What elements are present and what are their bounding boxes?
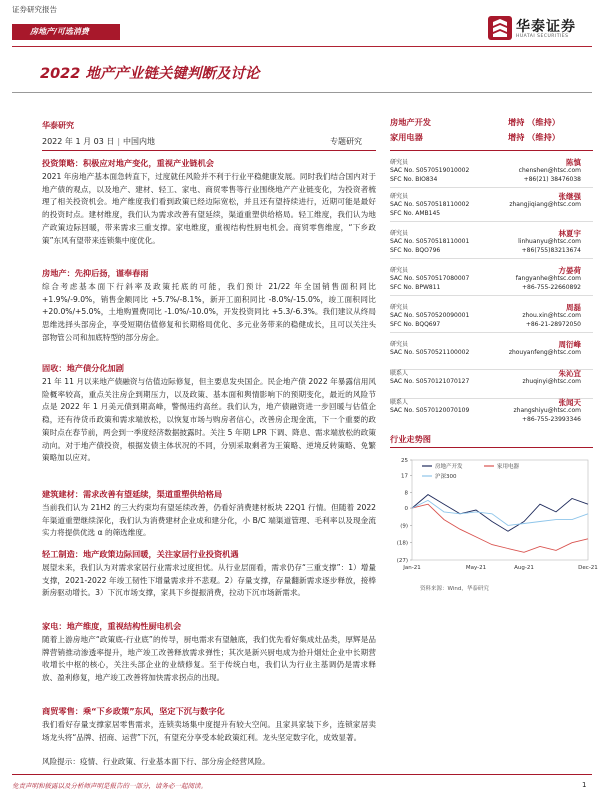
analyst-email[interactable]: chenshen@htsc.com: [518, 167, 581, 174]
analyst-name: 周磊: [566, 303, 581, 312]
report-title: 2022 地产产业链关键判断及讨论: [40, 66, 260, 82]
analyst-name: 张闻天: [558, 398, 581, 407]
analyst-name: 林夏宇: [558, 229, 581, 238]
analyst-divider: [390, 187, 593, 188]
analyst-sac: SAC No. S0570120070109: [390, 407, 470, 414]
x-tick-label: Jan-21: [403, 565, 421, 571]
analyst-sac: SAC No. S0570517080007: [390, 275, 470, 282]
section-body-fixed-income: 21 年 11 月以来地产债融资与估值边际修复，但主要息发央国企。民企地产债 2022 年暴露信用风险概率较高，重点关注房企到期压力，以及政策、基本面和舆情影响下的预期变化，最近的风险节点是 2022 年 1 月美元债到期高峰，警惕违约高丝。我们认为，地产债融资进一步回暖与估值企稳，还有待货币政策和需求端放松，以恢复市场与购房者信心，改善房企现金流，下一个重要的政策时点在春节前，两会到一季度经济数据披露时。关注 5 年期 LPR 下调、降息、需求端放松的政策动向。对于地产债投资，根据发债主体状况的不同，分别采取剩者为王策略、逆境反转策略、免繁策略加以应对。: [42, 377, 376, 463]
series-line-2: [412, 500, 588, 525]
analyst-phone: +86(21) 38476038: [523, 176, 581, 183]
analyst-sfc: SFC No. BQO796: [390, 247, 441, 254]
rating-value: 增持 （维持）: [508, 117, 560, 127]
chart-source: 资料来源：Wind，华泰研究: [420, 586, 489, 592]
analyst-sac: SAC No. S0570520090001: [390, 312, 470, 319]
analyst-sfc: SFC No. BQQ697: [390, 321, 441, 328]
ratings-box: [390, 117, 593, 147]
analyst-role: 联系人: [390, 370, 409, 377]
logo-mark-icon: [488, 16, 512, 40]
y-tick-label: (27): [396, 558, 408, 564]
analyst-phone: +86(755)83213674: [521, 247, 581, 254]
y-tick-label: 8: [404, 490, 408, 497]
y-tick-label: (18): [396, 540, 408, 547]
analyst-divider: [390, 258, 593, 259]
report-type-label: 证券研究报告: [12, 5, 57, 14]
analyst-card: [390, 302, 593, 333]
section-body-home-appliances: 随着上游房地产“政策底-行业底”的传导，厨电需求有望触底，我们优先看好集成灶品类，厚辉是品牌营销推动渗透率提升，地产竣工改善释放需求弹性；其次是新兴厨电成为拾升烟灶企业中长期营收增长中枢的核心，关注头部企业的业绩修复。至于传统白电，我们认为行业主基调仍是需求释放、盈利修复，地产竣工改善将加快需求拐点的出现。: [42, 635, 376, 683]
analyst-role: 研究员: [390, 304, 409, 311]
title-divider: [12, 92, 592, 93]
analyst-email[interactable]: zhangjiqiang@htsc.com: [509, 201, 581, 208]
analyst-card: [390, 157, 593, 188]
analyst-sac: SAC No. S0570121070127: [390, 378, 470, 385]
analyst-divider: [390, 295, 593, 296]
legend-label: 家用电器: [497, 464, 520, 470]
analyst-sac: SAC No. S0570519010002: [390, 167, 470, 174]
date-line: [42, 136, 155, 147]
analyst-role: 研究员: [390, 230, 409, 237]
analyst-sac: SAC No. S0570521100002: [390, 349, 470, 356]
meta-divider: [42, 150, 376, 151]
analyst-phone: +86-755-22660892: [522, 284, 581, 291]
analyst-phone: +86-755-23993346: [522, 416, 581, 423]
section-body-retail: 我们看好存量支撑家居零售需求，连锁卖场集中度提升有较大空间。且家具家装下乡，连锁家居卖场龙头将“品牌、招商、运营”下沉，有望充分享受本轮政策红利。龙头坚定数字化，成效显著。: [42, 720, 376, 742]
section-title-home-appliances: 家电：地产维度，重视结构性厨电机会: [42, 621, 182, 631]
footer-divider: [12, 774, 592, 775]
analyst-sfc: SFC No. AMB145: [390, 210, 441, 217]
ratings-divider: [390, 150, 593, 151]
section-title-realestate: 房地产：先抑后扬，谨奉春雨: [42, 268, 149, 278]
section-body-strategy: 2021 年房地产基本面急转直下，过度就任风险并不利于行业平稳健康发展。同时我们结合国内对于地产债的观点，以及地产、建材、轻工、家电、商贸零售等行业围绕地产产业链变化，为投资者梳理了相关投资机会。地产维度我们看到政策已经边际宽松，并且还有望持续进行，近期可能是最好的投资时点。建材维度，我们认为需求改善有望延续，渠道重塑供给格局。轻工维度，我们认为地产政策边际回暖，带来需求三重支撑。家电维度，重视结构性厨电机会。商贸零售维度，“下乡政策”东风有望带来连锁集中度优化。: [42, 172, 376, 245]
analyst-name: 陈慎: [566, 158, 581, 167]
series-line-1: [412, 504, 588, 552]
analyst-sfc: SFC No. BPW811: [390, 284, 441, 291]
legend-label: 房地产开发: [435, 464, 463, 470]
analyst-name: 朱沁宜: [558, 369, 581, 378]
rating-value: 增持 （维持）: [508, 132, 560, 142]
header-divider: [12, 46, 592, 47]
report-region: 中国内地: [123, 137, 156, 146]
page-number: 1: [582, 781, 587, 789]
analyst-sac: SAC No. S0570518110001: [390, 238, 470, 245]
y-tick-label: 0: [404, 506, 408, 513]
analyst-sfc: SFC No. BIO834: [390, 176, 438, 183]
x-tick-label: Aug-21: [514, 565, 534, 571]
analyst-name: 张继强: [558, 192, 581, 201]
logo-text: 华泰证券: [516, 19, 576, 35]
risk-label: 风险提示：: [42, 757, 80, 766]
analyst-email[interactable]: zhangshiyu@htsc.com: [513, 407, 581, 414]
y-tick-label: 25: [401, 458, 408, 464]
section-title-light-industry: 轻工制造：地产政策边际回暖，关注家居行业投资机遇: [42, 549, 239, 559]
section-body-light-industry: 展望未来，我们认为对需求家居行业需求过度担忧。从行业层面看，需求仍存“三重支撑”：1）增量支撑，2021-2022 年竣工韧性下增量需求并不悲观。2）存量支撑，存量翻新需求逐步释放，接棒新房驱动增长。3）下沉市场支撑，家具下乡提振消费，拉动下沉市场新需求。: [42, 563, 376, 598]
disclaimer-note: 免责声明和披露以及分析师声明是报告的一部分，请务必一起阅读。: [12, 782, 207, 790]
y-tick-label: 17: [401, 473, 408, 480]
x-tick-label: Dec-21: [578, 565, 598, 571]
analyst-role: 研究员: [390, 193, 409, 200]
company-logo: [488, 14, 592, 44]
rating-industry: 家用电器: [390, 132, 423, 142]
section-title-retail: 商贸零售：乘“下乡政策”东风，坚定下沉与数字化: [42, 706, 225, 716]
analyst-role: 联系人: [390, 399, 409, 406]
category-banner: 房地产/可选消费: [12, 24, 120, 40]
risk-text: 疫情、行业政策、行业基本面下行、部分房企经营风险。: [79, 757, 270, 766]
trend-divider: [390, 447, 593, 448]
section-title-building-materials: 建筑建材：需求改善有望延续，渠道重塑供给格局: [42, 489, 223, 499]
analyst-card: [390, 368, 593, 399]
x-tick-label: May-21: [465, 565, 487, 571]
logo-subtext: HUATAI SECURITIES: [516, 34, 569, 39]
analyst-name: 周衍峰: [558, 340, 581, 349]
analyst-card: [390, 397, 593, 428]
analyst-divider: [390, 332, 593, 333]
analyst-sac: SAC No. S0570518110002: [390, 201, 470, 208]
analyst-card: [390, 228, 593, 259]
analyst-name: 方晏荷: [558, 266, 581, 275]
analyst-card: [390, 265, 593, 296]
analyst-card: [390, 191, 593, 222]
author-label: 华泰研究: [42, 121, 74, 130]
section-title-strategy: 投资策略：积极应对地产变化，重视产业链机会: [42, 158, 214, 168]
legend-label: 沪深300: [435, 474, 457, 480]
risk-warning: [42, 756, 376, 769]
analyst-email[interactable]: linhuanyu@htsc.com: [518, 238, 581, 245]
analyst-email[interactable]: fangyanhe@htsc.com: [515, 275, 581, 282]
analyst-divider: [390, 221, 593, 222]
report-category: 专题研究: [330, 137, 362, 146]
report-date: 2022 年 1 月 03 日: [42, 137, 115, 146]
section-body-building-materials: 当前我们认为 21H2 的三大约束均有望延续改善，仍看好消费建材板块 22Q1 行情。但随着 2022 年渠道重塑继续深化，我们认为消费建材企业成和建分化，小 B/C 端渠道管理、毛利率以及现金流实力将提供优选 α 的筛选维度。: [42, 503, 376, 538]
meta-separator: |: [117, 137, 121, 146]
analyst-card: [390, 339, 593, 370]
analyst-role: 研究员: [390, 267, 409, 274]
trend-chart-title: 行业走势图: [390, 434, 431, 444]
analyst-email[interactable]: zhou.xin@htsc.com: [522, 312, 581, 319]
rating-row: [390, 117, 593, 132]
analyst-phone: +86-21-28972050: [525, 321, 581, 328]
rating-industry: 房地产开发: [390, 117, 431, 127]
analyst-email[interactable]: zhuqinyi@htsc.com: [522, 378, 581, 385]
section-body-realestate: 综合考虑基本面下行斜率及政策托底的可能，我们预计 21/22 年全国销售面积同比 +1.9%/-9.0%，销售金额同比 +5.7%/-8.1%，新开工面积同比 -8.0%/-15.0%，竣工面积同比 +20.0%/+5.0%，土地购置费同比 -1.0%/-10.0%，开发投资同比 +5.3/-6.3%。我们建议从终局思维选择头部房企，享受短期估值修复和长期格局优化、多元业务带来的稳健成长，且可以关注头部物管公司和加底特型的部分房企。: [42, 282, 376, 342]
analyst-role: 研究员: [390, 159, 409, 166]
trend-chart: [388, 452, 598, 580]
y-tick-label: (9): [400, 523, 408, 530]
analyst-role: 研究员: [390, 341, 409, 348]
analyst-email[interactable]: zhouyanfeng@htsc.com: [508, 349, 581, 356]
rating-row: [390, 132, 593, 147]
section-title-fixed-income: 固收：地产债分化加剧: [42, 363, 124, 373]
series-line-0: [412, 495, 588, 532]
